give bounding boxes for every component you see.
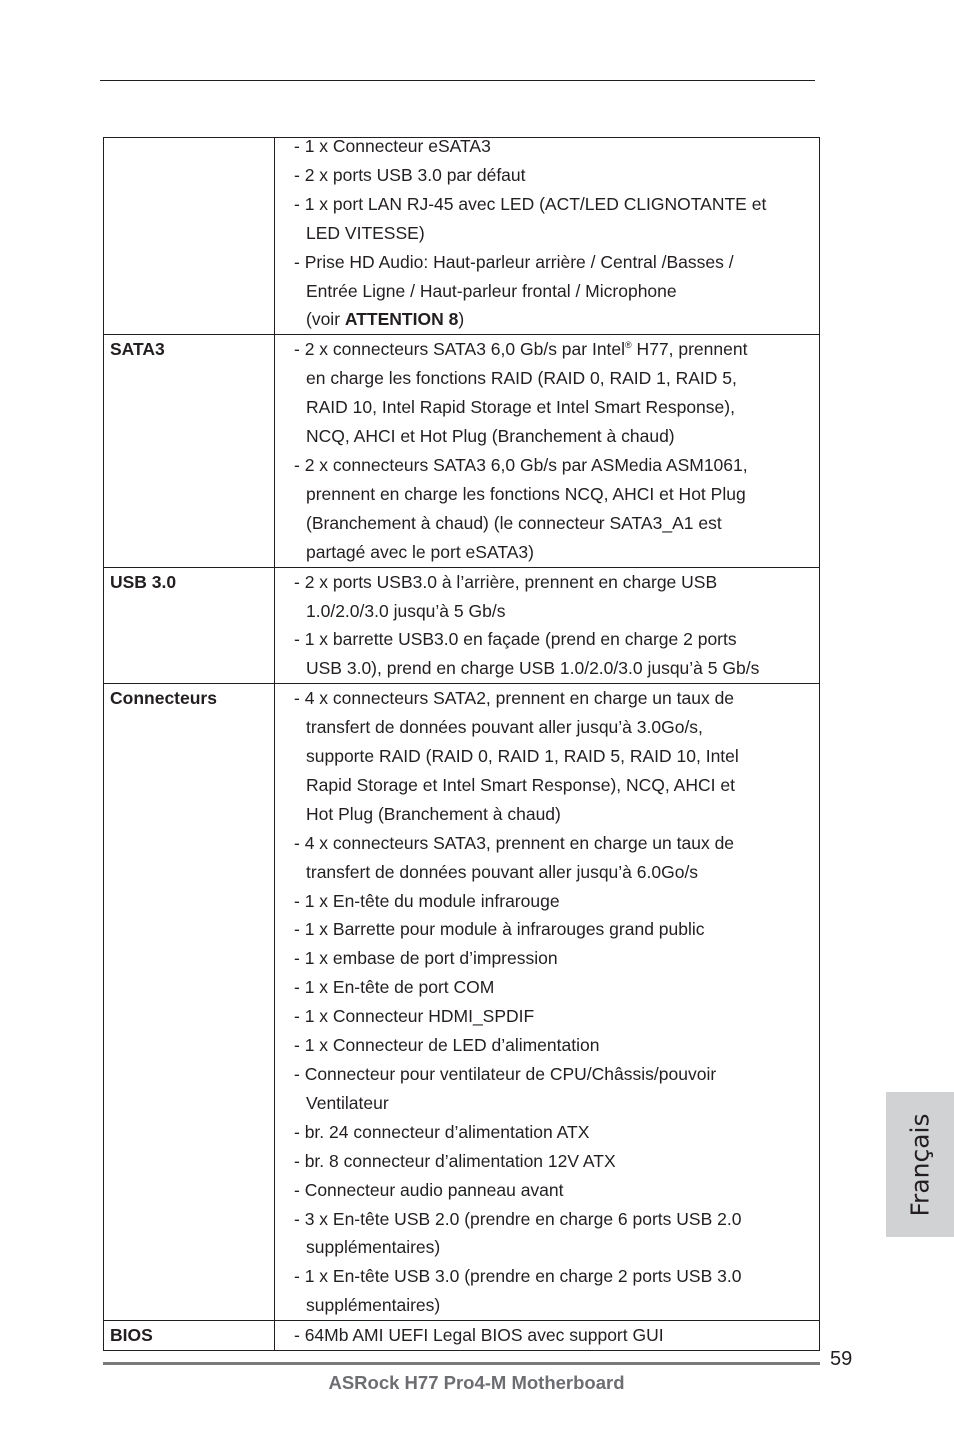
spec-item-text: - 3 x En-tête USB 2.0 (prendre en charge 6 ports USB 2.0	[294, 1208, 742, 1229]
spec-item-text: supporte RAID (RAID 0, RAID 1, RAID 5, RAID 10, Intel	[306, 746, 739, 767]
spec-item-text: - Connecteur pour ventilateur de CPU/Châssis/pouvoir	[294, 1064, 717, 1084]
spec-item-text: RAID 10, Intel Rapid Storage et Intel Smart Response),	[306, 397, 735, 418]
spec-item	[294, 973, 817, 1002]
spec-item	[294, 944, 817, 973]
spec-item-text: H77, prennent	[631, 339, 748, 360]
spec-item-line	[294, 1205, 817, 1234]
spec-item-text: - 4 x connecteurs SATA3, prennent en charge un taux de	[294, 832, 735, 853]
spec-label: SATA3	[104, 335, 275, 567]
spec-item-continuation	[294, 800, 817, 829]
language-tab-label: Français	[905, 1112, 935, 1217]
spec-item	[294, 887, 817, 916]
spec-item-line	[294, 568, 817, 597]
spec-row	[104, 567, 820, 684]
spec-item-text: - 64Mb AMI UEFI Legal BIOS avec support GUI	[294, 1325, 664, 1346]
spec-item-line	[294, 625, 817, 654]
spec-item-line	[294, 1031, 817, 1060]
spec-item-line	[294, 161, 817, 190]
spec-item	[294, 1176, 817, 1205]
spec-item-text: - 1 x En-tête du module infrarouge	[294, 890, 560, 911]
spec-item-line	[294, 915, 817, 944]
spec-item-continuation	[294, 393, 817, 422]
spec-item-line	[294, 684, 817, 713]
spec-item-line	[294, 190, 817, 219]
spec-item-text: partagé avec le port eSATA3)	[306, 541, 534, 562]
spec-item-line	[294, 1118, 817, 1147]
spec-item-continuation	[294, 771, 817, 800]
spec-item-text: - 1 x embase de port d’impression	[294, 948, 558, 969]
spec-item-text: prennent en charge les fonctions NCQ, AHCI et Hot Plug	[306, 483, 746, 504]
spec-content	[275, 335, 820, 567]
spec-item-continuation	[294, 364, 817, 393]
spec-item-text: - Prise HD Audio: Haut-parleur arrière / Central /Basses /	[294, 251, 734, 272]
spec-item-text: Rapid Storage et Intel Smart Response), NCQ, AHCI et	[306, 774, 735, 795]
spec-item-line	[294, 1060, 817, 1089]
spec-content	[275, 138, 820, 335]
spec-content	[275, 1321, 820, 1351]
top-rule	[100, 80, 815, 81]
spec-item-text: NCQ, AHCI et Hot Plug (Branchement à chaud)	[306, 426, 675, 447]
spec-item-line	[294, 335, 817, 364]
spec-item-line	[294, 944, 817, 973]
spec-item-text: - 1 x barrette USB3.0 en façade (prend en charge 2 ports	[294, 629, 737, 650]
attention-note	[294, 305, 817, 334]
spec-content	[275, 567, 820, 684]
spec-label	[104, 138, 275, 335]
spec-item	[294, 1002, 817, 1031]
spec-item-line	[294, 132, 817, 161]
spec-item-line	[294, 829, 817, 858]
spec-item-line	[294, 1002, 817, 1031]
spec-item	[294, 1262, 817, 1320]
spec-item-text: - 4 x connecteurs SATA2, prennent en charge un taux de	[294, 688, 735, 709]
spec-item-text: - 1 x port LAN RJ-45 avec LED (ACT/LED CLIGNOTANTE et	[294, 193, 767, 214]
spec-row	[104, 684, 820, 1321]
spec-item-continuation	[294, 509, 817, 538]
spec-item-text: LED VITESSE)	[306, 222, 425, 243]
spec-item-text: - 1 x Connecteur eSATA3	[294, 136, 491, 156]
spec-item-line	[294, 248, 817, 277]
spec-item-text: Entrée Ligne / Haut-parleur frontal / Microphone	[306, 280, 677, 301]
spec-item-continuation	[294, 538, 817, 567]
spec-item-continuation	[294, 597, 817, 626]
note-suffix: )	[458, 309, 465, 330]
spec-item-text: Hot Plug (Branchement à chaud)	[306, 803, 561, 824]
spec-item-text: Ventilateur	[306, 1092, 389, 1113]
spec-item-text: 1.0/2.0/3.0 jusqu’à 5 Gb/s	[306, 600, 506, 621]
spec-label: USB 3.0	[104, 567, 275, 684]
spec-label: Connecteurs	[104, 684, 275, 1321]
spec-item-text: transfert de données pouvant aller jusqu’à 6.0Go/s	[306, 861, 699, 882]
spec-item-text: - 1 x En-tête de port COM	[294, 977, 495, 998]
spec-item-text: en charge les fonctions RAID (RAID 0, RAID 1, RAID 5,	[306, 368, 737, 389]
spec-table	[103, 137, 820, 1351]
spec-item-continuation	[294, 277, 817, 306]
spec-item	[294, 335, 817, 451]
spec-item-continuation	[294, 1291, 817, 1320]
spec-item	[294, 1205, 817, 1263]
spec-item-line	[294, 887, 817, 916]
footer-title: ASRock H77 Pro4-M Motherboard	[328, 1372, 625, 1393]
spec-item-text: - 1 x En-tête USB 3.0 (prendre en charge 2 ports USB 3.0	[294, 1266, 742, 1287]
spec-item	[294, 915, 817, 944]
registered-mark: ®	[625, 340, 632, 351]
spec-item-continuation	[294, 219, 817, 248]
spec-item-text: - Connecteur audio panneau avant	[294, 1179, 564, 1200]
spec-table-body	[104, 138, 820, 1351]
spec-item	[294, 190, 817, 248]
spec-item-text: - 2 x connecteurs SATA3 6,0 Gb/s par ASMedia ASM1061,	[294, 454, 748, 475]
spec-item-text: - 2 x connecteurs SATA3 6,0 Gb/s par Intel	[294, 339, 626, 360]
spec-item-text: - 1 x Connecteur de LED d’alimentation	[294, 1035, 600, 1056]
footer-rule	[103, 1362, 820, 1365]
spec-item-continuation	[294, 422, 817, 451]
spec-item	[294, 1060, 817, 1118]
spec-item-text: - 1 x Barrette pour module à infrarouges grand public	[294, 919, 705, 940]
spec-item-line	[294, 1147, 817, 1176]
spec-item-text: supplémentaires)	[306, 1237, 441, 1258]
spec-item	[294, 1118, 817, 1147]
spec-item-continuation	[294, 654, 817, 683]
spec-item	[294, 1031, 817, 1060]
spec-item-line	[294, 1321, 817, 1350]
page-number: 59	[830, 1348, 853, 1370]
spec-item-text: supplémentaires)	[306, 1295, 441, 1316]
language-tab	[886, 1092, 954, 1237]
spec-item-text: transfert de données pouvant aller jusqu’à 3.0Go/s,	[306, 717, 703, 738]
spec-item-text: - 2 x ports USB3.0 à l’arrière, prennent en charge USB	[294, 571, 718, 592]
spec-item-line	[294, 1176, 817, 1205]
spec-item	[294, 568, 817, 626]
spec-label: BIOS	[104, 1321, 275, 1351]
spec-item-continuation	[294, 742, 817, 771]
spec-item-text: USB 3.0), prend en charge USB 1.0/2.0/3.0 jusqu’à 5 Gb/s	[306, 658, 760, 679]
spec-item-line	[294, 451, 817, 480]
spec-row	[104, 1321, 820, 1351]
spec-row	[104, 335, 820, 567]
spec-item	[294, 625, 817, 683]
spec-item-text: (Branchement à chaud) (le connecteur SATA3_A1 est	[306, 512, 722, 533]
spec-item-line	[294, 973, 817, 1002]
spec-item-continuation	[294, 1233, 817, 1262]
spec-item	[294, 132, 817, 161]
spec-item	[294, 684, 817, 829]
spec-item	[294, 451, 817, 567]
spec-item-continuation	[294, 713, 817, 742]
note-reference: ATTENTION 8	[344, 309, 459, 330]
spec-item	[294, 1321, 817, 1350]
note-prefix: (voir	[306, 309, 345, 330]
spec-item-continuation	[294, 1089, 817, 1118]
spec-item	[294, 829, 817, 887]
spec-row	[104, 138, 820, 335]
spec-item-text: - 1 x Connecteur HDMI_SPDIF	[294, 1006, 535, 1027]
spec-item-text: - br. 8 connecteur d’alimentation 12V ATX	[294, 1150, 616, 1171]
spec-content	[275, 684, 820, 1321]
spec-item-text: - br. 24 connecteur d’alimentation ATX	[294, 1121, 590, 1142]
spec-item-line	[294, 1262, 817, 1291]
spec-item	[294, 1147, 817, 1176]
spec-item-continuation	[294, 480, 817, 509]
spec-item-continuation	[294, 858, 817, 887]
spec-item	[294, 161, 817, 190]
spec-item	[294, 248, 817, 306]
spec-item-text: - 2 x ports USB 3.0 par défaut	[294, 164, 526, 185]
